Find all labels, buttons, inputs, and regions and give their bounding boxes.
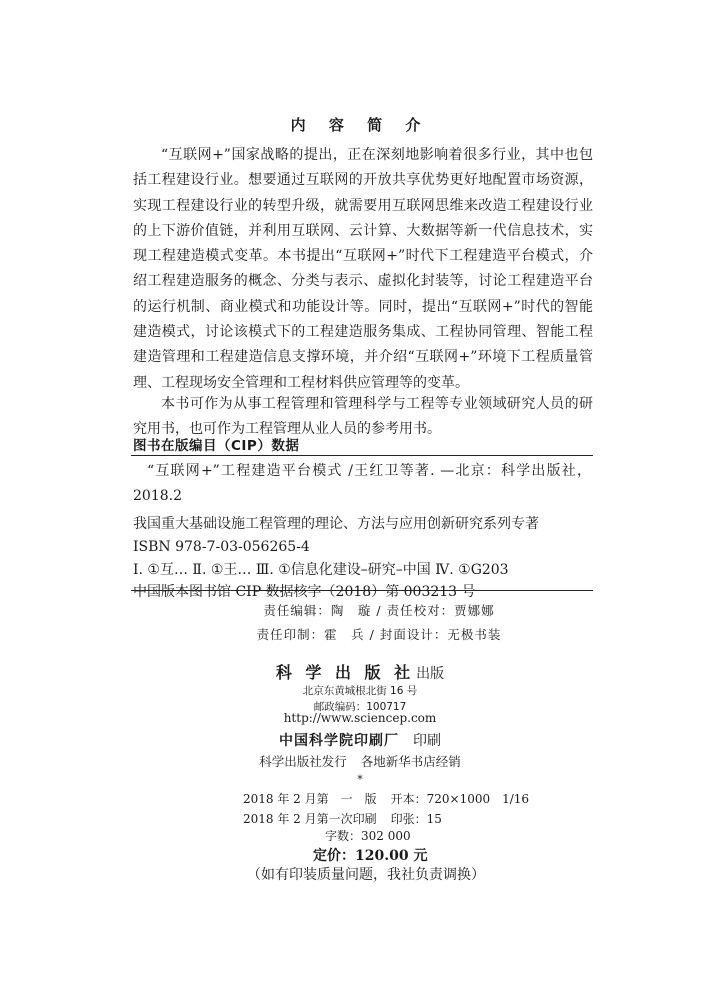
publisher-action: 出版 bbox=[416, 666, 445, 682]
publisher-postcode: 邮政编码：100717 bbox=[313, 701, 407, 713]
cip-top-rule bbox=[131, 455, 593, 456]
price-value: 120.00 元 bbox=[355, 848, 428, 864]
cip-classification: Ⅰ. ①互… Ⅱ. ①王… Ⅲ. ①信息化建设–研究–中国 Ⅳ. ①G203 bbox=[133, 562, 509, 578]
credits-production: 责任印制：霍 兵 / 封面设计：无极书装 bbox=[256, 627, 502, 642]
distributor: 科学出版社发行 bbox=[259, 754, 347, 769]
format: 开本：720×1000 1/16 bbox=[390, 792, 530, 806]
distribution-line bbox=[0, 752, 720, 770]
cip-heading: 图书在版编目（CIP）数据 bbox=[133, 438, 300, 454]
sheets: 印张：15 bbox=[390, 812, 442, 826]
printer-action: 印刷 bbox=[413, 733, 441, 749]
cip-series: 我国重大基础设施工程管理的理论、方法与应用创新研究系列专著 bbox=[133, 516, 539, 532]
quality-notice: （如有印装质量问题，我社负责调换） bbox=[247, 867, 485, 883]
cip-check-number: 中国版本图书馆 CIP 数据核字（2018）第 003213 号 bbox=[133, 584, 476, 600]
price-label: 定价： bbox=[313, 848, 355, 864]
printing: 2018 年 2 月第一次印刷 bbox=[243, 812, 377, 826]
summary-paragraph-1: “互联网+”国家战略的提出，正在深刻地影响着很多行业，其中也包括工程建设行业。想要通过互联网的开放共享优势更好地配置市场资源，实现工程建设行业的转型升级，就需要用互联网思维来改造工程建设行业的上下游价值链，并利用互联网、云计算、大数据等新一代信息技术，实现工程建造模式变革。本书提出“互联网+”时代下工程建造平台模式，介绍工程建造服务的概念、分类与表示、虚拟化封装等，讨论工程建造平台的运行机制、商业模式和功能设计等。同时，提出“互联网+”时代的智能建造模式，讨论该模式下的工程建造服务集成、工程协同管理、智能工程建造管理和工程建造信息支撑环境，并介绍“互联网+”环境下工程质量管理、工程现场安全管理和工程材料供应管理等的变革。 bbox=[133, 147, 593, 391]
publisher-name: 科 学 出 版 社 bbox=[275, 663, 415, 682]
publisher-line bbox=[0, 660, 720, 683]
edition: 2018 年 2 月第 一 版 bbox=[243, 792, 377, 806]
printer-name: 中国科学院印刷厂 bbox=[279, 733, 399, 749]
edition-line bbox=[243, 790, 529, 807]
printer-line bbox=[0, 730, 720, 750]
cip-isbn: ISBN 978-7-03-056265-4 bbox=[133, 539, 310, 555]
price-line bbox=[313, 845, 427, 865]
cip-bottom-rule bbox=[131, 590, 593, 591]
credits-editors: 责任编辑：陶 璇 / 责任校对：贾娜娜 bbox=[263, 603, 495, 618]
publisher-address: 北京东黄城根北街 16 号 bbox=[302, 685, 418, 697]
retail-channel: 各地新华书店经销 bbox=[360, 754, 461, 769]
cip-entry: “互联网+”工程建造平台模式 /王红卫等著. —北京：科学出版社，2018.2 bbox=[133, 463, 591, 504]
summary-paragraph-2: 本书可作为从事工程管理和管理科学与工程等专业领域研究人员的研究用书，也可作为工程管理从业人员的参考用书。 bbox=[133, 396, 593, 438]
summary-title: 内 容 简 介 bbox=[290, 116, 430, 134]
publisher-url: http://www.sciencep.com bbox=[283, 711, 437, 725]
separator-star: * bbox=[357, 773, 363, 786]
word-count: 字数：302 000 bbox=[325, 829, 411, 843]
printing-line bbox=[243, 810, 442, 827]
